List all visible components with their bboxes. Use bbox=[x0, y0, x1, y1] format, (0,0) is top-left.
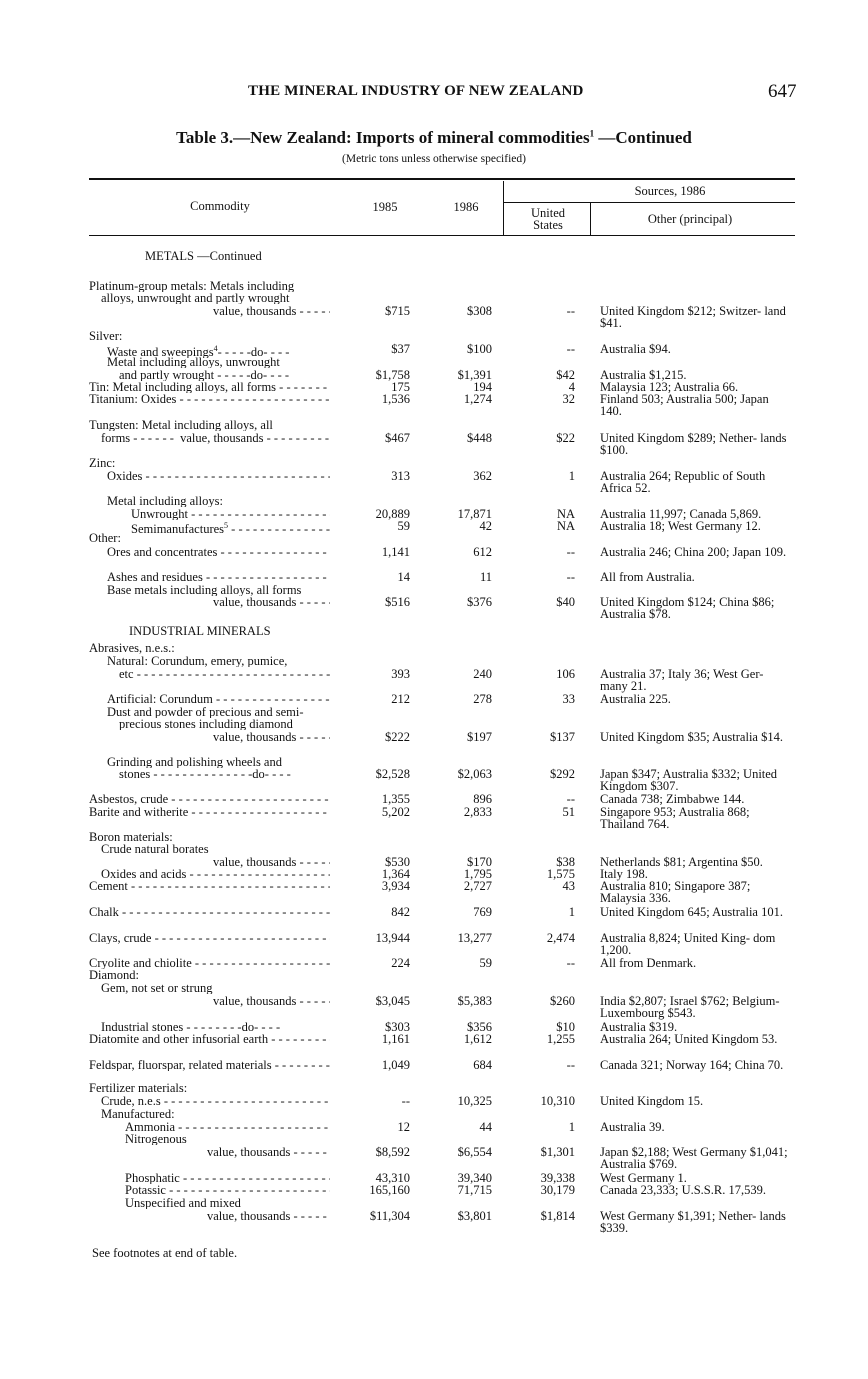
commodity-text: Tin: Metal including alloys, all forms bbox=[89, 381, 277, 393]
value-1985-cell: -- bbox=[401, 1094, 410, 1108]
other-sources-cell: Japan $2,188; West Germany $1,041; Australia $769. bbox=[600, 1145, 788, 1171]
value-1985-cell: $8,592 bbox=[375, 1145, 410, 1159]
united-states-cell: $22 bbox=[556, 431, 575, 445]
value-1986-cell: 769 bbox=[473, 905, 492, 919]
commodity-cell bbox=[107, 655, 330, 667]
commodity-text: Gem, not set or strung bbox=[101, 982, 213, 994]
united-states-cell: 1 bbox=[568, 1120, 575, 1134]
other-sources-cell: United Kingdom $35; Australia $14. bbox=[600, 730, 783, 744]
commodity-cell bbox=[107, 495, 330, 507]
other-sources-cell: United Kingdom $212; Switzer- land $41. bbox=[600, 304, 786, 330]
united-states-cell: 1,575 bbox=[546, 867, 575, 881]
value-1985-cell: 224 bbox=[391, 956, 410, 970]
united-states-cell: $1,301 bbox=[540, 1145, 575, 1159]
value-1986-cell: 194 bbox=[473, 380, 492, 394]
column-header-sources: Sources, 1986 bbox=[634, 184, 706, 198]
commodity-cell bbox=[213, 995, 330, 1007]
commodity-text: value, thousands bbox=[207, 1146, 291, 1158]
commodity-cell bbox=[89, 381, 330, 393]
value-1986-cell: $448 bbox=[467, 431, 492, 445]
leader-dots bbox=[296, 995, 330, 1007]
commodity-cell bbox=[89, 932, 330, 944]
commodity-text: Semimanufactures bbox=[131, 522, 225, 536]
commodity-text: Ammonia bbox=[125, 1121, 175, 1133]
leader-dots bbox=[134, 668, 330, 680]
commodity-cell bbox=[119, 768, 330, 780]
united-states-cell: $38 bbox=[556, 855, 575, 869]
table-subtitle: (Metric tons unless otherwise specified) bbox=[342, 153, 526, 165]
value-1986-cell: $6,554 bbox=[457, 1145, 492, 1159]
value-1986-cell: 11 bbox=[479, 570, 492, 584]
other-sources-cell: United Kingdom $289; Nether- lands $100. bbox=[600, 431, 787, 457]
commodity-text: Oxides and acids bbox=[101, 868, 187, 880]
value-1986-cell: 10,325 bbox=[457, 1094, 492, 1108]
leader-dots bbox=[268, 1033, 330, 1045]
table-title-text: Table 3.—New Zealand: Imports of mineral commodities bbox=[176, 128, 590, 147]
commodity-cell bbox=[119, 718, 330, 730]
commodity-text: value, thousands bbox=[213, 995, 297, 1007]
value-1986-cell: 240 bbox=[473, 667, 492, 681]
commodity-cell bbox=[101, 843, 330, 855]
commodity-text: forms - - - - - - value, thousands bbox=[101, 432, 264, 444]
running-title: THE MINERAL INDUSTRY OF NEW ZEALAND bbox=[248, 83, 584, 99]
united-states-cell: 39,338 bbox=[540, 1171, 575, 1185]
other-sources-cell: Australia 11,997; Canada 5,869. bbox=[600, 507, 762, 521]
leader-dots bbox=[128, 880, 330, 892]
commodity-cell bbox=[89, 957, 330, 969]
other-sources-cell: Australia 8,824; United King- dom 1,200. bbox=[600, 931, 776, 957]
united-states-cell: -- bbox=[566, 1058, 575, 1072]
commodity-text: Metal including alloys: bbox=[107, 495, 223, 507]
other-sources-cell: Australia 810; Singapore 387; Malaysia 336. bbox=[600, 879, 751, 905]
commodity-cell bbox=[213, 596, 330, 608]
value-1985-cell: 212 bbox=[391, 692, 410, 706]
value-1985-cell: 1,364 bbox=[381, 867, 410, 881]
commodity-cell bbox=[213, 731, 330, 743]
commodity-text: Manufactured: bbox=[101, 1108, 175, 1120]
commodity-cell bbox=[125, 1184, 330, 1196]
value-1986-cell: $3,801 bbox=[457, 1209, 492, 1223]
value-1986-cell: 1,274 bbox=[463, 392, 492, 406]
united-states-cell: 4 bbox=[568, 380, 575, 394]
value-1986-cell: 71,715 bbox=[457, 1183, 492, 1197]
other-sources-cell: Australia 37; Italy 36; West Ger- many 21. bbox=[600, 667, 764, 693]
value-1986-cell: 896 bbox=[473, 792, 492, 806]
value-1985-cell: $1,758 bbox=[375, 368, 410, 382]
commodity-cell bbox=[101, 1095, 330, 1107]
commodity-text: Base metals including alloys, all forms bbox=[107, 584, 302, 596]
value-1985-cell: 1,536 bbox=[381, 392, 410, 406]
leader-dots bbox=[188, 806, 330, 818]
value-1985-cell: $2,528 bbox=[375, 767, 410, 781]
other-sources-cell: Australia 264; United Kingdom 53. bbox=[600, 1032, 778, 1046]
commodity-text: Platinum-group metals: Metals including bbox=[89, 280, 295, 292]
commodity-cell bbox=[125, 1133, 330, 1145]
commodity-cell bbox=[89, 969, 330, 981]
commodity-cell bbox=[89, 532, 330, 544]
commodity-text: Industrial stones - - - - - - - -do- - - - bbox=[101, 1021, 281, 1033]
united-states-cell: $1,814 bbox=[540, 1209, 575, 1223]
commodity-cell bbox=[107, 693, 330, 705]
commodity-cell bbox=[125, 1197, 330, 1209]
united-states-cell: -- bbox=[566, 342, 575, 356]
value-1985-cell: 20,889 bbox=[375, 507, 410, 521]
united-states-cell: 43 bbox=[562, 879, 575, 893]
commodity-text: Barite and witherite bbox=[89, 806, 189, 818]
commodity-cell bbox=[89, 1059, 330, 1071]
commodity-cell bbox=[101, 1021, 330, 1033]
other-sources-cell: Canada 321; Norway 164; China 70. bbox=[600, 1058, 784, 1072]
commodity-text: alloys, unwrought and partly wrought bbox=[101, 292, 290, 304]
value-1986-cell: 612 bbox=[473, 545, 492, 559]
leader-dots bbox=[290, 1210, 330, 1222]
column-header-1986: 1986 bbox=[453, 200, 479, 214]
table-title-footnote-ref: 1 bbox=[589, 128, 595, 139]
leader-dots bbox=[296, 856, 330, 868]
commodity-text: Crude, n.e.s bbox=[101, 1095, 161, 1107]
value-1985-cell: 175 bbox=[391, 380, 410, 394]
commodity-text: etc bbox=[119, 668, 134, 680]
commodity-text: value, thousands bbox=[213, 305, 297, 317]
commodity-cell bbox=[101, 432, 330, 444]
other-sources-cell: Australia $94. bbox=[600, 342, 671, 356]
commodity-text: Zinc: bbox=[89, 457, 116, 469]
leader-dots bbox=[166, 1184, 330, 1196]
commodity-text: Titanium: Oxides bbox=[89, 393, 177, 405]
value-1985-cell: 43,310 bbox=[375, 1171, 410, 1185]
commodity-text: Diamond: bbox=[89, 969, 139, 981]
commodity-text: Diatomite and other infusorial earth bbox=[89, 1033, 269, 1045]
commodity-text: Clays, crude bbox=[89, 932, 152, 944]
other-sources-cell: Canada 23,333; U.S.S.R. 17,539. bbox=[600, 1183, 766, 1197]
commodity-text: Artificial: Corundum bbox=[107, 693, 213, 705]
value-1986-cell: 39,340 bbox=[457, 1171, 492, 1185]
united-states-cell: $137 bbox=[550, 730, 575, 744]
united-states-cell: NA bbox=[556, 519, 575, 533]
value-1985-cell: 1,049 bbox=[381, 1058, 410, 1072]
value-1986-cell: 278 bbox=[473, 692, 492, 706]
leader-dots bbox=[276, 381, 330, 393]
value-1986-cell: $100 bbox=[467, 342, 492, 356]
commodity-text: value, thousands bbox=[213, 731, 297, 743]
leader-dots bbox=[213, 693, 330, 705]
value-1985-cell: 5,202 bbox=[381, 805, 410, 819]
value-1985-cell: 12 bbox=[397, 1120, 410, 1134]
leader-dots bbox=[186, 868, 330, 880]
column-header-other: Other (principal) bbox=[647, 212, 733, 226]
table-title-suffix: —Continued bbox=[594, 128, 692, 147]
value-1985-cell: $303 bbox=[385, 1020, 410, 1034]
commodity-cell bbox=[89, 831, 330, 843]
commodity-cell bbox=[131, 508, 330, 520]
other-sources-cell: West Germany 1. bbox=[600, 1171, 687, 1185]
leader-dots bbox=[203, 571, 330, 583]
other-sources-cell: Australia 225. bbox=[600, 692, 671, 706]
commodity-cell bbox=[145, 250, 330, 262]
commodity-text: stones - - - - - - - - - - - - - -do- - - - bbox=[119, 768, 291, 780]
footnote-reference: See footnotes at end of table. bbox=[92, 1246, 238, 1260]
leader-dots bbox=[180, 1172, 330, 1184]
commodity-text: Tungsten: Metal including alloys, all bbox=[89, 419, 273, 431]
commodity-cell bbox=[125, 1172, 330, 1184]
other-sources-cell: Australia 39. bbox=[600, 1120, 665, 1134]
leader-dots bbox=[296, 305, 330, 317]
commodity-cell bbox=[125, 1121, 330, 1133]
commodity-cell bbox=[89, 880, 330, 892]
commodity-text: Ashes and residues bbox=[107, 571, 203, 583]
commodity-cell bbox=[107, 470, 330, 482]
value-1986-cell: $376 bbox=[467, 595, 492, 609]
value-1985-cell: 13,944 bbox=[375, 931, 410, 945]
other-sources-cell: United Kingdom 15. bbox=[600, 1094, 704, 1108]
other-sources-cell: Canada 738; Zimbabwe 144. bbox=[600, 792, 745, 806]
united-states-cell: $10 bbox=[556, 1020, 575, 1034]
united-states-cell: 106 bbox=[556, 667, 575, 681]
other-sources-cell: India $2,807; Israel $762; Belgium-Luxembourg $543. bbox=[600, 994, 780, 1020]
leader-dots bbox=[296, 731, 330, 743]
value-1986-cell: 44 bbox=[479, 1120, 492, 1134]
commodity-text: Waste and sweepings bbox=[107, 345, 214, 359]
value-1986-cell: 2,727 bbox=[463, 879, 492, 893]
value-1985-cell: 1,161 bbox=[381, 1032, 410, 1046]
value-1986-cell: $2,063 bbox=[457, 767, 492, 781]
page-number: 647 bbox=[768, 81, 797, 102]
value-1986-cell: 1,795 bbox=[463, 867, 492, 881]
commodity-text: Oxides bbox=[107, 470, 143, 482]
commodity-text: Abrasives, n.e.s.: bbox=[89, 642, 175, 654]
united-states-cell: 1,255 bbox=[546, 1032, 575, 1046]
value-1985-cell: 3,934 bbox=[381, 879, 410, 893]
commodity-text: Ores and concentrates bbox=[107, 546, 218, 558]
other-sources-cell: Netherlands $81; Argentina $50. bbox=[600, 855, 763, 869]
commodity-text: precious stones including diamond bbox=[119, 718, 293, 730]
other-sources-cell: Singapore 953; Australia 868; Thailand 764. bbox=[600, 805, 750, 831]
other-sources-cell: All from Denmark. bbox=[600, 956, 697, 970]
commodity-cell bbox=[119, 369, 330, 381]
leader-dots bbox=[176, 393, 330, 405]
other-sources-cell: Malaysia 123; Australia 66. bbox=[600, 380, 739, 394]
commodity-cell bbox=[107, 706, 330, 718]
commodity-text: INDUSTRIAL MINERALS bbox=[129, 625, 271, 637]
leader-dots bbox=[142, 470, 330, 482]
commodity-text: Grinding and polishing wheels and bbox=[107, 756, 282, 768]
value-1986-cell: 13,277 bbox=[457, 931, 492, 945]
value-1986-cell: 17,871 bbox=[457, 507, 492, 521]
value-1985-cell: $516 bbox=[385, 595, 410, 609]
commodity-text: Feldspar, fluorspar, related materials bbox=[89, 1059, 272, 1071]
commodity-text: Phosphatic bbox=[125, 1172, 180, 1184]
commodity-cell bbox=[89, 457, 330, 469]
commodity-text: value, thousands bbox=[207, 1210, 291, 1222]
commodity-cell bbox=[207, 1210, 330, 1222]
commodity-text: value, thousands bbox=[213, 596, 297, 608]
other-sources-cell: West Germany $1,391; Nether- lands $339. bbox=[600, 1209, 786, 1235]
leader-dots bbox=[272, 1059, 330, 1071]
value-1986-cell: 59 bbox=[479, 956, 492, 970]
commodity-text: Metal including alloys, unwrought bbox=[107, 356, 280, 368]
value-1986-cell: $197 bbox=[467, 730, 492, 744]
united-states-cell: 33 bbox=[562, 692, 575, 706]
commodity-cell bbox=[107, 546, 330, 558]
commodity-cell bbox=[89, 1082, 330, 1094]
value-1985-cell: $11,304 bbox=[369, 1209, 410, 1223]
value-1986-cell: $5,383 bbox=[457, 994, 492, 1008]
commodity-cell bbox=[89, 642, 330, 654]
other-sources-cell: Italy 198. bbox=[600, 867, 648, 881]
column-header-1985: 1985 bbox=[372, 200, 398, 214]
commodity-cell bbox=[101, 982, 330, 994]
footnote-ref: 4 bbox=[213, 344, 218, 353]
leader-dots bbox=[175, 1121, 330, 1133]
commodity-cell bbox=[101, 1108, 330, 1120]
value-1986-cell: 1,612 bbox=[463, 1032, 492, 1046]
other-sources-cell: Australia 246; China 200; Japan 109. bbox=[600, 545, 787, 559]
commodity-suffix: - - - - -do- - - - bbox=[217, 345, 290, 359]
commodity-text: Crude natural borates bbox=[101, 843, 209, 855]
value-1985-cell: 165,160 bbox=[369, 1183, 410, 1197]
other-sources-cell: United Kingdom 645; Australia 101. bbox=[600, 905, 783, 919]
commodity-cell bbox=[89, 280, 330, 292]
commodity-text: Unwrought bbox=[131, 508, 188, 520]
value-1986-cell: $1,391 bbox=[457, 368, 492, 382]
leader-dots bbox=[151, 932, 330, 944]
united-states-cell: $260 bbox=[550, 994, 575, 1008]
commodity-cell bbox=[107, 756, 330, 768]
commodity-text: Potassic bbox=[125, 1184, 166, 1196]
value-1985-cell: $467 bbox=[385, 431, 410, 445]
commodity-text: Unspecified and mixed bbox=[125, 1197, 241, 1209]
united-states-cell: -- bbox=[566, 956, 575, 970]
value-1985-cell: $37 bbox=[391, 342, 410, 356]
commodity-text: Silver: bbox=[89, 330, 123, 342]
value-1986-cell: $308 bbox=[467, 304, 492, 318]
other-sources-cell: Japan $347; Australia $332; United Kingdom $307. bbox=[600, 767, 778, 793]
commodity-cell bbox=[89, 793, 330, 805]
value-1985-cell: 313 bbox=[391, 469, 410, 483]
other-sources-cell: Australia $1,215. bbox=[600, 368, 687, 382]
leader-dots bbox=[263, 432, 330, 444]
commodity-cell bbox=[107, 356, 330, 368]
other-sources-cell: Finland 503; Australia 500; Japan 140. bbox=[600, 392, 769, 418]
commodity-cell bbox=[207, 1146, 330, 1158]
united-states-cell: $42 bbox=[556, 368, 575, 382]
commodity-cell bbox=[89, 419, 330, 431]
united-states-cell: 1 bbox=[568, 469, 575, 483]
united-states-cell: $292 bbox=[550, 767, 575, 781]
commodity-text: Asbestos, crude bbox=[89, 793, 169, 805]
commodity-cell bbox=[89, 1033, 330, 1045]
other-sources-cell: Australia 264; Republic of South Africa 52. bbox=[600, 469, 766, 495]
value-1986-cell: 684 bbox=[473, 1058, 492, 1072]
leader-dots bbox=[217, 546, 330, 558]
commodity-cell bbox=[89, 330, 330, 342]
value-1985-cell: 393 bbox=[391, 667, 410, 681]
commodity-text: Chalk bbox=[89, 906, 119, 918]
commodity-cell bbox=[89, 906, 330, 918]
value-1985-cell: $715 bbox=[385, 304, 410, 318]
commodity-cell bbox=[107, 584, 330, 596]
other-sources-cell: Australia 18; West Germany 12. bbox=[600, 519, 761, 533]
column-header-united-states: United States bbox=[530, 206, 566, 232]
value-1986-cell: 2,833 bbox=[463, 805, 492, 819]
value-1986-cell: $356 bbox=[467, 1020, 492, 1034]
united-states-cell: NA bbox=[556, 507, 575, 521]
commodity-text: value, thousands bbox=[213, 856, 297, 868]
leader-dots bbox=[296, 596, 330, 608]
column-header-commodity: Commodity bbox=[190, 199, 250, 213]
value-1986-cell: 362 bbox=[473, 469, 492, 483]
united-states-cell: -- bbox=[566, 545, 575, 559]
commodity-text: METALS —Continued bbox=[145, 250, 262, 262]
footnote-ref: 5 bbox=[224, 521, 229, 530]
commodity-text: Other: bbox=[89, 532, 121, 544]
other-sources-cell: United Kingdom $124; China $86; Australia $78. bbox=[600, 595, 775, 621]
commodity-text: Natural: Corundum, emery, pumice, bbox=[107, 655, 288, 667]
united-states-cell: 1 bbox=[568, 905, 575, 919]
value-1985-cell: 1,141 bbox=[381, 545, 410, 559]
value-1985-cell: 842 bbox=[391, 905, 410, 919]
united-states-cell: 2,474 bbox=[546, 931, 575, 945]
united-states-cell: $40 bbox=[556, 595, 575, 609]
leader-dots bbox=[290, 1146, 330, 1158]
united-states-cell: 30,179 bbox=[540, 1183, 575, 1197]
commodity-cell bbox=[89, 806, 330, 818]
leader-dots bbox=[192, 957, 330, 969]
leader-dots bbox=[188, 508, 330, 520]
commodity-cell bbox=[89, 393, 330, 405]
united-states-cell: 51 bbox=[562, 805, 575, 819]
leader-dots bbox=[119, 906, 330, 918]
commodity-cell bbox=[119, 668, 330, 680]
commodity-cell bbox=[101, 868, 330, 880]
commodity-cell bbox=[129, 625, 330, 637]
commodity-cell bbox=[107, 571, 330, 583]
commodity-text: Fertilizer materials: bbox=[89, 1082, 188, 1094]
united-states-cell: -- bbox=[566, 304, 575, 318]
value-1985-cell: 59 bbox=[397, 519, 410, 533]
commodity-text: Cryolite and chiolite bbox=[89, 957, 192, 969]
commodity-cell bbox=[213, 305, 330, 317]
leader-dots bbox=[168, 793, 330, 805]
other-sources-cell: All from Australia. bbox=[600, 570, 695, 584]
value-1985-cell: $222 bbox=[385, 730, 410, 744]
commodity-text: Cement bbox=[89, 880, 128, 892]
commodity-cell bbox=[213, 856, 330, 868]
value-1986-cell: $170 bbox=[467, 855, 492, 869]
commodity-text: Nitrogenous bbox=[125, 1133, 187, 1145]
value-1985-cell: 1,355 bbox=[381, 792, 410, 806]
united-states-cell: 10,310 bbox=[540, 1094, 575, 1108]
value-1985-cell: 14 bbox=[397, 570, 410, 584]
united-states-cell: 32 bbox=[562, 392, 575, 406]
other-sources-cell: Australia $319. bbox=[600, 1020, 678, 1034]
united-states-cell: -- bbox=[566, 792, 575, 806]
value-1985-cell: $530 bbox=[385, 855, 410, 869]
commodity-text: Boron materials: bbox=[89, 831, 173, 843]
united-states-cell: -- bbox=[566, 570, 575, 584]
commodity-cell bbox=[101, 292, 330, 304]
leader-dots bbox=[161, 1095, 330, 1107]
value-1985-cell: $3,045 bbox=[375, 994, 410, 1008]
commodity-text: and partly wrought - - - - -do- - - - bbox=[119, 369, 290, 381]
value-1986-cell: 42 bbox=[479, 519, 492, 533]
commodity-text: Dust and powder of precious and semi- bbox=[107, 706, 304, 718]
